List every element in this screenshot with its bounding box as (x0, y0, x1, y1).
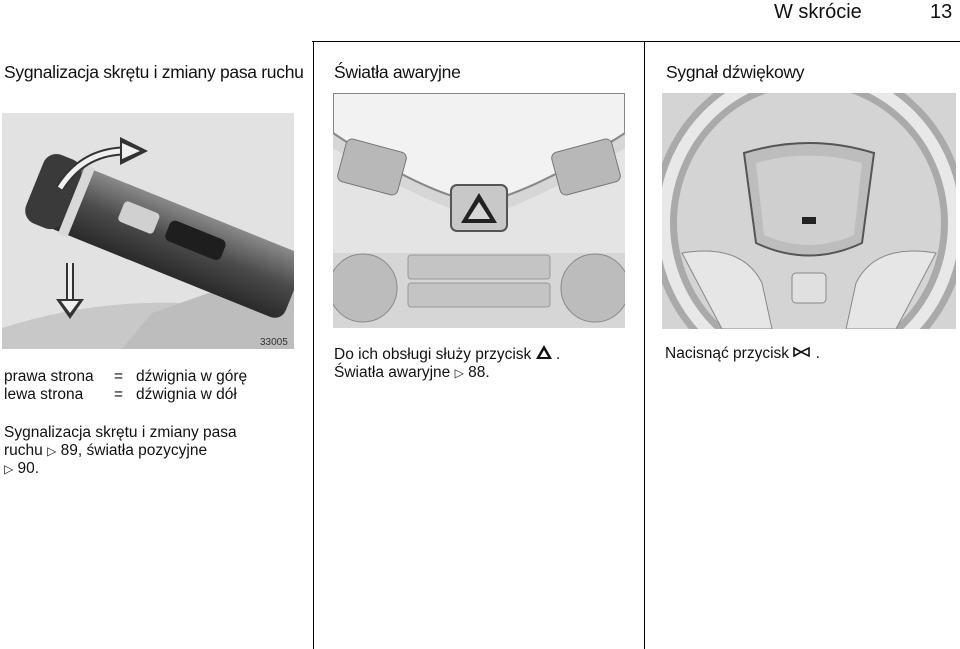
hazard-lights-title: Światła awaryjne (334, 62, 461, 82)
reference-line: ruchu ▷ 89, światła pozycyjne (4, 442, 208, 459)
running-header: W skrócie (774, 1, 862, 23)
text-line: Do ich obsługi służy przycisk . (334, 346, 561, 363)
column-divider-2 (644, 42, 645, 649)
page-link[interactable]: 89, światła pozycyjne (60, 442, 208, 459)
page-link[interactable]: 90. (17, 460, 40, 477)
column-divider-1 (313, 42, 314, 649)
table-cell-side: lewa strona (4, 386, 84, 403)
table-cell-equals: = (114, 368, 124, 385)
hazard-button-illustration (333, 93, 625, 328)
header-rule (312, 41, 960, 42)
figure-code: 33005 (260, 337, 288, 348)
turn-signal-lever-illustration (2, 113, 294, 349)
table-cell-action: dźwignia w górę (136, 368, 248, 385)
horn-icon (793, 345, 815, 362)
xref-arrow-icon: ▷ (4, 462, 14, 476)
page-link[interactable]: 88. (468, 364, 490, 381)
hazard-lights-text (334, 345, 634, 382)
turn-signal-table (4, 368, 304, 404)
page-number: 13 (930, 1, 953, 23)
steering-wheel-horn-illustration (662, 93, 956, 329)
text-line: Światła awaryjne ▷ 88. (334, 364, 490, 381)
horn-text: Nacisnąć przycisk . (665, 345, 820, 362)
xref-arrow-icon: ▷ (454, 366, 464, 380)
table-cell-equals: = (114, 386, 124, 403)
hazard-triangle-icon (536, 346, 556, 363)
reference-line (4, 460, 304, 478)
table-row (4, 386, 304, 404)
table-cell-side: prawa strona (4, 368, 94, 385)
turn-signal-title: Sygnalizacja skrętu i zmiany pasa ruchu (4, 62, 304, 82)
horn-title: Sygnał dźwiękowy (666, 62, 805, 82)
turn-signal-references (4, 424, 304, 478)
reference-line: Sygnalizacja skrętu i zmiany pasa (4, 424, 237, 441)
xref-arrow-icon: ▷ (47, 444, 57, 458)
table-row (4, 368, 304, 386)
table-cell-action: dźwignia w dół (136, 386, 237, 403)
